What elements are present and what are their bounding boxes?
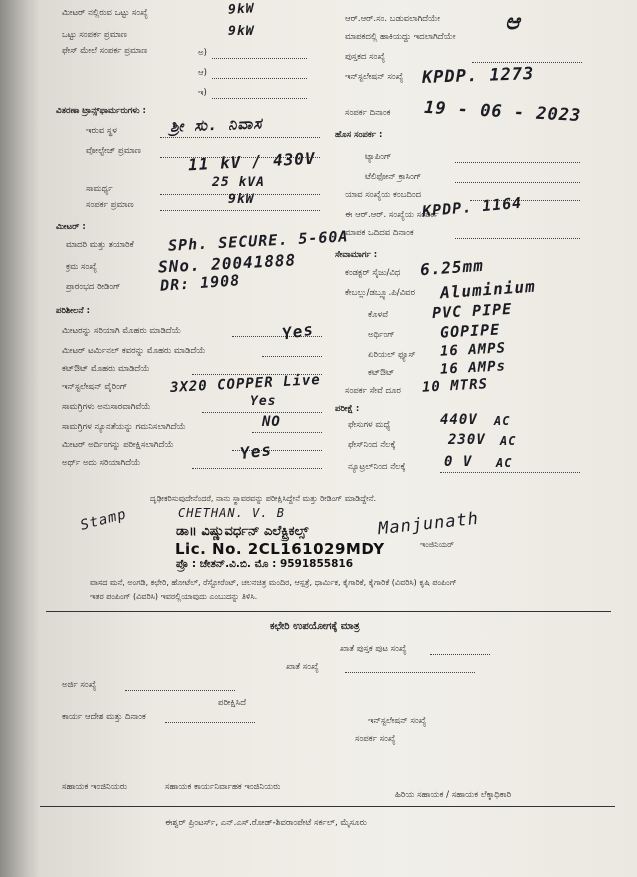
label-phase-to-earth: ಫೇಸ್‌ನಿಂದ ನೆಲಕ್ಕೆ [348, 440, 396, 450]
contractor-signature: Stamp [78, 506, 129, 534]
dotted-line [345, 672, 475, 673]
dotted-line [160, 210, 320, 211]
label-meter-changed: ಮಾಪಕದಲ್ಲಿ ಹಾಕಿಯದ್ದು ಇದಲಾಗಿದೆಯೇ [345, 32, 456, 42]
label-earth-ok: ಅರ್ಥ್ ಅದು ಸರಿಯಾಗಿದೆಯೆ [62, 458, 141, 468]
label-service-distance: ಸಂಪರ್ಕ ಸೇವೆ ದೂರ [345, 386, 401, 396]
handwritten-capacity: 25 kVA [212, 175, 265, 190]
label-location: ಇರುವ ಸ್ಥಳ [86, 126, 117, 136]
label-total-load: ಒಟ್ಟು ಸಂಪರ್ಕ ಪ್ರಮಾಣ [62, 30, 127, 40]
label-office-installation-no: ಇನ್‌ಸ್ಟಲೇಷನ್ ಸಂಖ್ಯೆ [368, 716, 427, 726]
label-aerial-fuse: ಏರಿಯಲ್ ಫ್ಯೂಸ್ [368, 350, 416, 360]
footer-divider [40, 806, 615, 807]
handwritten-installation-no: KPDP. 1273 [421, 64, 535, 88]
label-phase-load: ಫೇಸ್ ಮೇಲೆ ಸಂಪರ್ಕ ಪ್ರಮಾಣ [62, 46, 148, 56]
label-terminal-sealed: ಮೀಟರ್ ಟರ್ಮಿನಲ್ ಕವರನ್ನು ಮೊಹರು ಮಾಡಿದೆಯೆ [62, 346, 206, 356]
meter-header: ಮೀಟರ್ : [56, 222, 86, 232]
label-account-no: ಖಾತೆ ಸಂಖ್ಯೆ [286, 662, 319, 672]
dotted-line [472, 62, 582, 63]
dotted-line [455, 182, 580, 183]
label-meter-sno: ಕ್ರಮ ಸಂಖ್ಯೆ [66, 262, 97, 272]
handwritten-top-mark: 9kW [227, 1, 255, 18]
usage-note-line-1: ವಾಸದ ಮನೆ, ಅಂಗಡಿ, ಕಛೇರಿ, ಹೋಟೆಲ್, ರೆಸ್ಟೋರೆಂಟ್, ಚಲನಚಿತ್ರ ಮಂದಿರ, ಆಸ್ಪತ್ರೆ, ಧಾರ್ಮಿಕ, ಕೈಗಾರಿಕೆ, ಕೈಗಾರಿಕೆ (ವಿವರಿಸಿ) ಕೃಷಿ ಪಂಪಿಂಗ್ [90, 578, 457, 587]
dotted-line [192, 468, 322, 469]
label-capacity: ಸಾಮರ್ಥ್ಯ [86, 184, 113, 194]
office-use-header: ಕಛೇರಿ ಉಪಯೋಗಕ್ಕೆ ಮಾತ್ರ [270, 621, 360, 632]
label-total-meters: ಮೀಟರ್ ನಲ್ಲಿರುವ ಒಟ್ಟು ಸಂಖ್ಯೆ [62, 8, 148, 18]
handwritten-earthing: GOPIPE [439, 320, 501, 342]
handwritten-yes-materials: Yes [250, 394, 277, 409]
handwritten-ac-1: AC [494, 414, 511, 428]
handwritten-reading: DR: 1908 [159, 271, 241, 295]
handwritten-rr-check: ಆ [505, 10, 521, 35]
handwritten-fuse: 16 AMPS [439, 340, 507, 360]
dotted-line [212, 58, 307, 59]
inspection-header: ಪರಿಶೀಲನೆ : [56, 306, 90, 316]
label-cutout: ಕಟ್‌ಔಟ್ [368, 368, 395, 378]
service-line-header: ಸೇವಾಮಾರ್ಗ : [335, 250, 378, 260]
handwritten-phase-earth-v: 230V [448, 432, 486, 448]
dotted-line [262, 356, 322, 357]
handwritten-conductor-size: 6.25mm [419, 255, 485, 280]
label-installation-no: ಇನ್‌ಸ್ಟಲೇಷನ್ ಸಂಖ್ಯೆ [345, 72, 404, 82]
handwritten-yes-sealed: Yes [280, 319, 316, 344]
label-initial-reading: ಪ್ರಾರಂಭದ ರೀಡಿಂಗ್ [66, 282, 121, 292]
dotted-line [430, 654, 490, 655]
handwritten-pipe: PVC PIPE [431, 299, 513, 323]
handwritten-voltage: 11 kV / 430V [187, 148, 317, 175]
handwritten-conductor-type: Aluminium [439, 276, 537, 303]
label-defects: ಸಾಮಗ್ರಿಗಳ ನ್ಯೂನತೆಯನ್ನು ಗಮನಿಸಲಾಗಿದೆಯೆ [62, 422, 186, 432]
handwritten-connected-load: 9kW [228, 192, 255, 207]
label-rr-connection: ಈ ಆರ್.ಆರ್. ಸಂಖ್ಯೆಯ ಸಂಪರ್ಕ [345, 210, 439, 220]
usage-note-line-2: ಇತರ ಪಂಪಿಂಗ್ (ವಿವರಿಸಿ) ಇವರಲ್ಲಿಯಾವುದು ಎಂಬುದನ್ನು ತಿಳಿಸಿ. [90, 592, 258, 601]
label-phase-b: ಆ) [198, 68, 207, 78]
handwritten-no-defects: NO [262, 414, 281, 430]
dotted-line [455, 162, 580, 163]
label-inspected: ಪರೀಕ್ಷಿಸಿದೆ [218, 698, 247, 708]
contractor-name-handwritten: CHETHAN. V. B [178, 506, 285, 520]
label-phase-to-phase: ಫೇಸುಗಳ ಮಧ್ಯೆ [348, 420, 391, 430]
dotted-line [165, 722, 255, 723]
label-materials: ಸಾಮಗ್ರಿಗಳು ಅನುಸಾರವಾಗಿವೆಯೆ [62, 402, 151, 412]
label-work-order: ಕಾರ್ಯ ಆದೇಶ ಮತ್ತು ದಿನಾಂಕ [62, 712, 146, 722]
label-meter-sealed: ಮೀಟರನ್ನು ಸರಿಯಾಗಿ ಮೊಹರು ಮಾಡಿದೆಯೆ [62, 326, 182, 336]
label-meter-make: ಮಾದರಿ ಮತ್ತು ತಯಾರಿಕೆ [66, 240, 134, 250]
footer-sign-executive-engineer: ಸಹಾಯಕ ಕಾರ್ಯನಿರ್ವಾಹಕ ಇಂಜಿನಿಯರು [165, 782, 281, 792]
label-application-no: ಅರ್ಜಿ ಸಂಖ್ಯೆ [62, 680, 97, 690]
label-meter-read-date: ಮಾಪಕ ಒದಿದವ ದಿನಾಂಕ [345, 228, 414, 238]
handwritten-cutout: 16 AMPs [439, 358, 507, 378]
printer-credit: ಈಶ್ವರ್ ಪ್ರಿಂಟರ್ಸ್, ಎನ್.ಎಸ್.ರೋಡ್-ಶಿವರಾಂಪೇಟೆ ಸರ್ಕಲ್, ಮೈಸೂರು [165, 818, 367, 828]
label-rr-no: ಆರ್.ಆರ್.ಸಂ. ಬಡುವಲಾಗಿದೆಯೇ [345, 14, 441, 24]
label-pipe: ಕೊಳವೆ [368, 310, 389, 320]
handwritten-wiring: 3X20 COPPER Live [169, 372, 322, 396]
stamp-proprietor: ಪ್ರೊ : ಚೇತನ್.ವಿ.ಬಿ. ಮೊ : 9591855816 [176, 558, 354, 570]
dotted-line [212, 78, 307, 79]
handwritten-location: ಶ್ರೀ ಸು. ನಿವಾಸ [169, 114, 263, 136]
label-earthing: ಅರ್ಥಿಂಗ್ [368, 330, 395, 340]
label-conductor-size: ಕಂಡಕ್ಟರ್ ಸೈಜು/ವಿಧ [345, 268, 401, 278]
label-phase-a: ಅ) [198, 48, 207, 58]
handwritten-neutral-earth-v: 0 V [444, 454, 473, 470]
dotted-line [212, 98, 307, 99]
handwritten-total-load: 9kW [228, 24, 255, 39]
label-wiring: ಇನ್‌ಸ್ಟಲೇಷನ್ ವೈರಿಂಗ್ [62, 382, 128, 392]
label-connection-no: ಸಂಪರ್ಕ ಸಂಖ್ಯೆ [355, 734, 396, 744]
label-neutral-to-earth: ನ್ಯೂಟ್ರಲ್‌ನಿಂದ ನೆಲಕ್ಕೆ [348, 462, 406, 472]
handwritten-phase-phase-v: 440V [440, 412, 478, 428]
transformer-header: ವಿತರಣಾ ಟ್ರಾನ್ಸ್‌ಫಾರ್ಮರುಗಳು : [56, 106, 146, 116]
label-tapping: ಟ್ಯಾಪಿಂಗ್ [365, 152, 392, 162]
label-pole-no: ಯಾವ ಸಂಖ್ಯೆಯ ಕಂಬದಿಂದ [345, 190, 422, 200]
new-connection-header: ಹೊಸ ಸಂಪರ್ಕ : [335, 130, 383, 140]
engineer-signature: Manjunath [377, 508, 480, 540]
certification-text: ದೃಢೀಕರಿಸುವುದೇನೆಂದರೆ, ನಾನು ಸ್ಥಾವರವನ್ನು ಪರೀಕ್ಷಿಸಿದ್ದೇನೆ ಮತ್ತು ರೀಡಿಂಗ್ ಮಾಡಿದ್ದೇನೆ. [150, 494, 377, 503]
stamp-license-no: Lic. No. 2CL161029MDY [175, 540, 385, 558]
handwritten-ac-2: AC [500, 434, 517, 448]
section-divider [46, 611, 611, 612]
handwritten-meter-sno: SNo. 20041888 [157, 250, 297, 277]
label-connected-load: ಸಂಪರ್ಕ ಪ್ರಮಾಣ [86, 200, 134, 210]
handwritten-date: 19 - 06 - 2023 [423, 97, 582, 127]
handwritten-meter-make: SPh. SECURE. 5-60A [167, 227, 349, 255]
dotted-line [455, 238, 580, 239]
handwritten-yes-earth: Yes [238, 439, 274, 464]
label-ledger-page: ಖಾತೆ ಪುಸ್ತಕ ಪುಟ ಸಂಖ್ಯೆ [340, 644, 407, 654]
label-connection-date: ಸಂಪರ್ಕ ದಿನಾಂಕ [345, 108, 391, 118]
dotted-line [125, 690, 235, 691]
label-phase-c: ಇ) [198, 88, 207, 98]
dotted-line [160, 137, 320, 138]
label-cable: ಕೇಬಲ್ಲು/ಡಬ್ಲ್ಯೂ.ಪಿ/ವಿವರ [345, 288, 416, 298]
footer-sign-accounts-officer: ಹಿರಿಯ ಸಹಾಯಕ / ಸಹಾಯಕ ಲೆಕ್ಕಾಧಿಕಾರಿ [395, 790, 512, 800]
label-voltage: ವೋಲ್ಟೇಜ್ ಪ್ರಮಾಣ [86, 146, 141, 156]
label-cutout-sealed: ಕಟ್‌ಔಟ್ ಮೊಹರು ಮಾಡಿದೆಯೆ [62, 364, 150, 374]
label-book-no: ಪುಸ್ತಕದ ಸಂಖ್ಯೆ [345, 52, 386, 62]
handwritten-rr-connection: KPDP. 1164 [421, 193, 523, 221]
label-telephone-crossing: ಟೆಲಿಫೋನ್ ಕ್ರಾಸಿಂಗ್ [365, 172, 422, 182]
dotted-line [202, 412, 322, 413]
footer-sign-assistant-engineer: ಸಹಾಯಕ ಇಂಜಿನಿಯರು [62, 782, 128, 792]
dotted-line [440, 472, 580, 473]
handwritten-ac-3: AC [496, 456, 513, 470]
page-shadow-edge [0, 0, 40, 877]
test-header: ಪರೀಕ್ಷೆ : [335, 404, 360, 414]
dotted-line [252, 432, 322, 433]
stamp-firm-name: ಡಾ॥ ವಿಷ್ಣುವರ್ಧನ್ ಎಲೆಕ್ಟ್ರಿಕಲ್ಸ್ [176, 524, 309, 539]
label-earthing-tested: ಮೀಟರ್ ಅರ್ದಿಂಗನ್ನು ಪರೀಕ್ಷಿಸಲಾಗಿದೆಯೆ [62, 440, 174, 450]
handwritten-distance: 10 MTRS [421, 376, 489, 396]
engineer-label: ಇಂಜಿನಿಯರ್ [420, 540, 454, 549]
